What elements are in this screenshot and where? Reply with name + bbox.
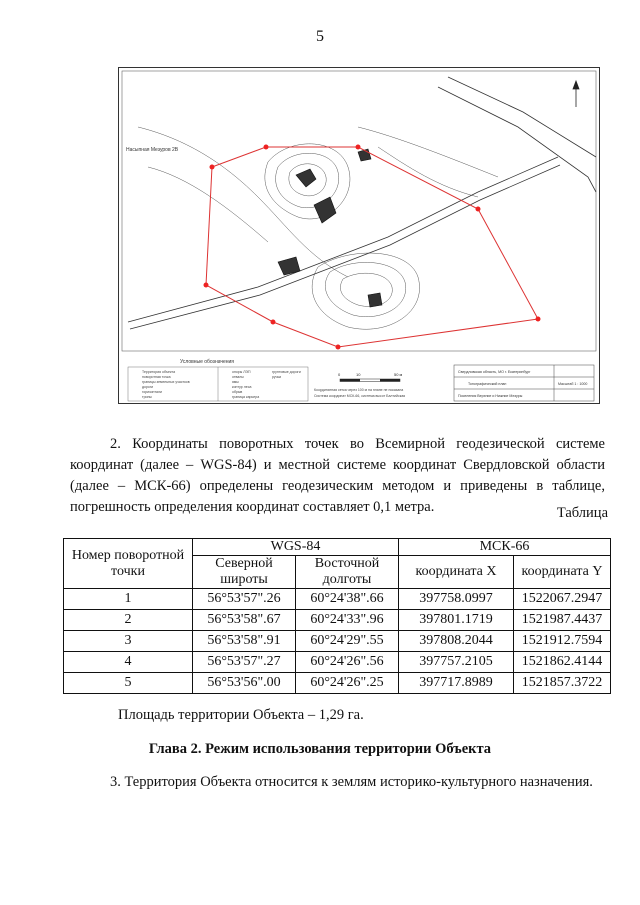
table-row (64, 652, 611, 673)
area-statement: Площадь территории Объекта – 1,29 га. (118, 707, 364, 723)
cell-longitude: 60°24'26".25 (296, 673, 399, 694)
cell-y: 1521987.4437 (514, 610, 611, 631)
cell-y: 1522067.2947 (514, 589, 611, 610)
legend-item: отвалы (232, 375, 244, 379)
header-east: Восточной долготы (296, 556, 399, 589)
cell-x: 397801.1719 (399, 610, 514, 631)
scale-tick: 0 (338, 372, 341, 377)
title-block-line: Масштаб 1 : 1000 (558, 382, 588, 386)
site-map (118, 67, 600, 404)
coordinates-table (63, 538, 611, 694)
legend-item: границы земельных участков (142, 380, 190, 384)
cell-longitude: 60°24'33".96 (296, 610, 399, 631)
cell-latitude: 56°53'58".91 (193, 631, 296, 652)
cell-number: 3 (64, 631, 193, 652)
cell-latitude: 56°53'57".27 (193, 652, 296, 673)
legend-item: тропы (142, 395, 152, 399)
table-row (64, 631, 611, 652)
cell-y: 1521857.3722 (514, 673, 611, 694)
cell-latitude: 56°53'57".26 (193, 589, 296, 610)
cell-longitude: 60°24'29".55 (296, 631, 399, 652)
legend-item: ямы (232, 380, 239, 384)
header-msk: МСК-66 (399, 539, 611, 556)
chapter-title: Глава 2. Режим использования территории Объекта (148, 741, 492, 757)
header-wgs: WGS-84 (193, 539, 399, 556)
table-row (64, 610, 611, 631)
legend-item: грунтовые дороги (272, 370, 301, 374)
cell-longitude: 60°24'38".66 (296, 589, 399, 610)
page-number: 5 (316, 28, 324, 45)
legend-item: поворотная точка (142, 375, 171, 379)
paragraph-2: 2. Координаты поворотных точек во Всемирной геодезической системе координат (далее – WGS-84) и местной системе координат Свердловской области (далее – МСК-66) определены геодезическим методом и приведены в таблице, погрешность определения координат составляет 0,1 метра. (70, 436, 605, 515)
cell-number: 5 (64, 673, 193, 694)
title-block-line: Поселения Верхние и Нижние Мезуры (458, 394, 523, 398)
cell-y: 1521862.4144 (514, 652, 611, 673)
map-label-top: Насыпная Мезуров 2В (126, 147, 179, 153)
cell-latitude: 56°53'56".00 (193, 673, 296, 694)
table-row (64, 673, 611, 694)
legend-item: горизонтали (142, 390, 163, 394)
paragraph-3: 3. Территория Объекта относится к землям историко-культурного назначения. (110, 774, 593, 790)
header-x: координата X (399, 556, 514, 589)
cell-y: 1521912.7594 (514, 631, 611, 652)
map-note: Система координат МСК-66, система высот Балтийская (314, 394, 406, 398)
title-block-line: Свердловская область, МО г. Екатеринбург (458, 370, 531, 374)
cell-number: 2 (64, 610, 193, 631)
cell-number: 4 (64, 652, 193, 673)
cell-x: 397808.2044 (399, 631, 514, 652)
title-block-line: Топографический план (468, 382, 507, 386)
legend-item: обрыв (232, 390, 243, 394)
header-y: координата Y (514, 556, 611, 589)
map-note: Координатная сетка через 100 м на плане не показана (314, 388, 404, 392)
scale-tick: 10 (356, 372, 361, 377)
legend-item: опоры ЛЭП (232, 370, 251, 374)
cell-x: 397717.8989 (399, 673, 514, 694)
cell-longitude: 60°24'26".56 (296, 652, 399, 673)
cell-number: 1 (64, 589, 193, 610)
cell-x: 397758.0997 (399, 589, 514, 610)
cell-x: 397757.2105 (399, 652, 514, 673)
scale-tick: 50 м (394, 372, 403, 377)
table-label: Таблица (556, 505, 608, 521)
legend-title: Условные обозначения (180, 359, 235, 365)
legend-item: контур леса (232, 385, 252, 389)
legend-item: ручьи (272, 375, 282, 379)
legend-item: Территория объекта (142, 370, 176, 374)
legend-item: граница карьера (232, 395, 260, 399)
cell-latitude: 56°53'58".67 (193, 610, 296, 631)
legend-item: дороги (142, 385, 154, 389)
header-number: Номер поворотной точки (64, 539, 193, 589)
header-north: Северной широты (193, 556, 296, 589)
table-row (64, 589, 611, 610)
